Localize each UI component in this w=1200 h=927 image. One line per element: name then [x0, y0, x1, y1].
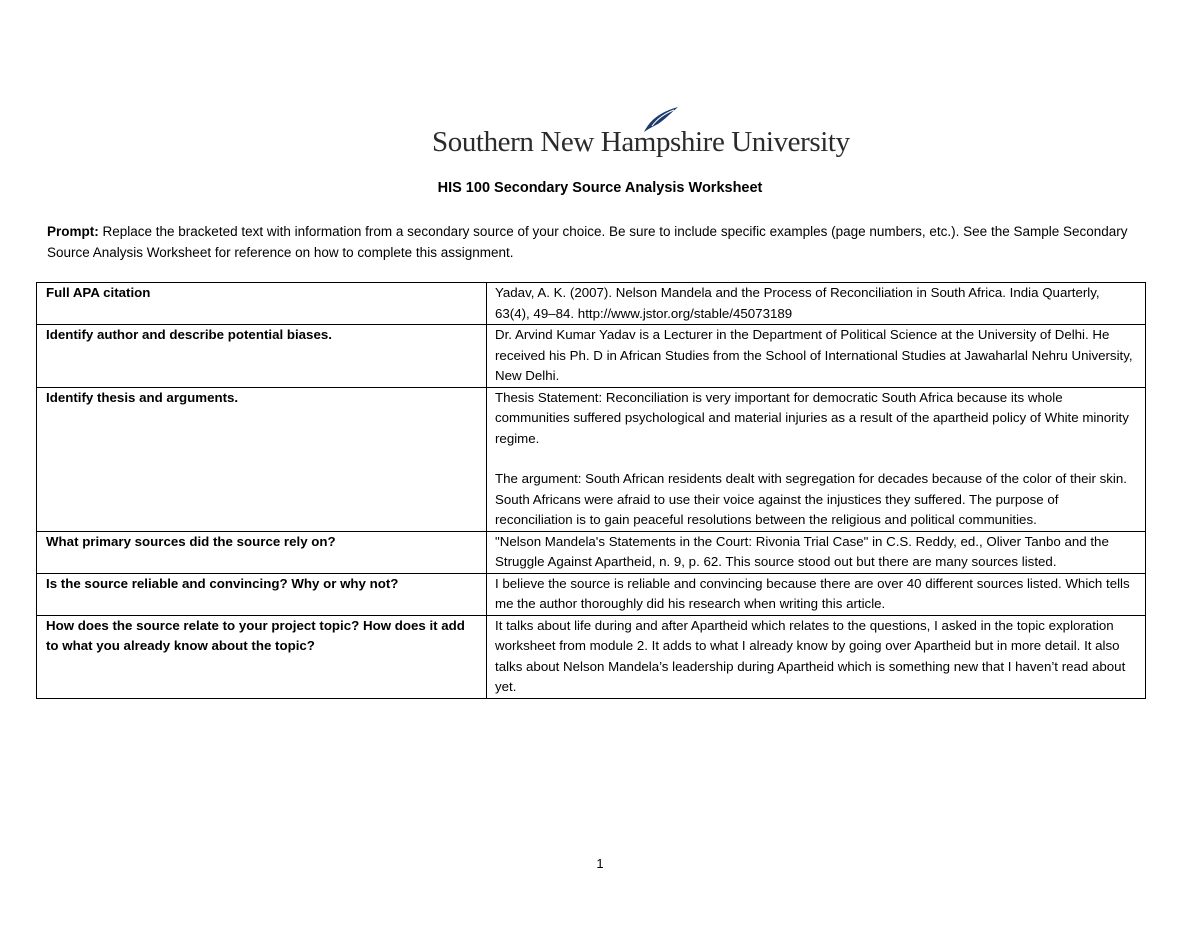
- page-number: 1: [596, 856, 604, 871]
- answer-cell: [487, 387, 1146, 531]
- question-cell: How does the source relate to your project topic? How does it add to what you already know about the topic?: [37, 615, 487, 698]
- question-cell: What primary sources did the source rely on?: [37, 531, 487, 573]
- table-row: [37, 531, 1146, 573]
- answer-cell: Dr. Arvind Kumar Yadav is a Lecturer in the Department of Political Science at the University of Delhi. He received his Ph. D in African Studies from the School of International Studies at Jawaharlal Nehru University, New Delhi.: [487, 325, 1146, 388]
- thesis-paragraph: Thesis Statement: Reconciliation is very important for democratic South Africa because its whole communities suffered psychological and material injuries as a result of the apartheid policy of White minority regime.: [495, 389, 1129, 446]
- page-title: HIS 100 Secondary Source Analysis Worksheet: [437, 180, 763, 196]
- table-row: [37, 325, 1146, 388]
- table-row: [37, 573, 1146, 615]
- logo-wordmark: Southern New Hampshire University: [432, 126, 850, 158]
- table-row: [37, 283, 1146, 325]
- question-cell: Is the source reliable and convincing? Why or why not?: [37, 573, 487, 615]
- university-logo: [432, 106, 850, 162]
- answer-cell: It talks about life during and after Apartheid which relates to the questions, I asked in the topic exploration worksheet from module 2. It adds to what I already know by going over Apartheid but in more detail. It also talks about Nelson Mandela’s leadership during Apartheid which is something new that I haven’t read about yet.: [487, 615, 1146, 698]
- table-row: [37, 387, 1146, 531]
- question-cell: Identify thesis and arguments.: [37, 387, 487, 531]
- worksheet-table: [36, 282, 1146, 699]
- prompt-paragraph: [47, 221, 1157, 263]
- answer-cell: Yadav, A. K. (2007). Nelson Mandela and the Process of Reconciliation in South Africa. India Quarterly, 63(4), 49–84. http://www.jstor.org/stable/45073189: [487, 283, 1146, 325]
- question-cell: Full APA citation: [37, 283, 487, 325]
- table-row: [37, 615, 1146, 698]
- answer-cell: I believe the source is reliable and convincing because there are over 40 different sources listed. Which tells me the author thoroughly did his research when writing this article.: [487, 573, 1146, 615]
- answer-cell: "Nelson Mandela's Statements in the Court: Rivonia Trial Case" in C.S. Reddy, ed., Oliver Tanbo and the Struggle Against Apartheid, n. 9, p. 62. This source stood out but there are many sources listed.: [487, 531, 1146, 573]
- prompt-text: Replace the bracketed text with information from a secondary source of your choice. Be sure to include specific examples (page numbers, etc.). See the Sample Secondary Source Analysis Worksheet for reference on how to complete this assignment.: [47, 224, 1128, 260]
- argument-paragraph: The argument: South African residents dealt with segregation for decades because of the color of their skin. South Africans were afraid to use their voice against the injustices they suffered. The purpose of reconciliation is to gain peaceful resolutions between the religious and political communities.: [495, 471, 1127, 527]
- prompt-label: Prompt:: [47, 224, 99, 239]
- question-cell: Identify author and describe potential biases.: [37, 325, 487, 388]
